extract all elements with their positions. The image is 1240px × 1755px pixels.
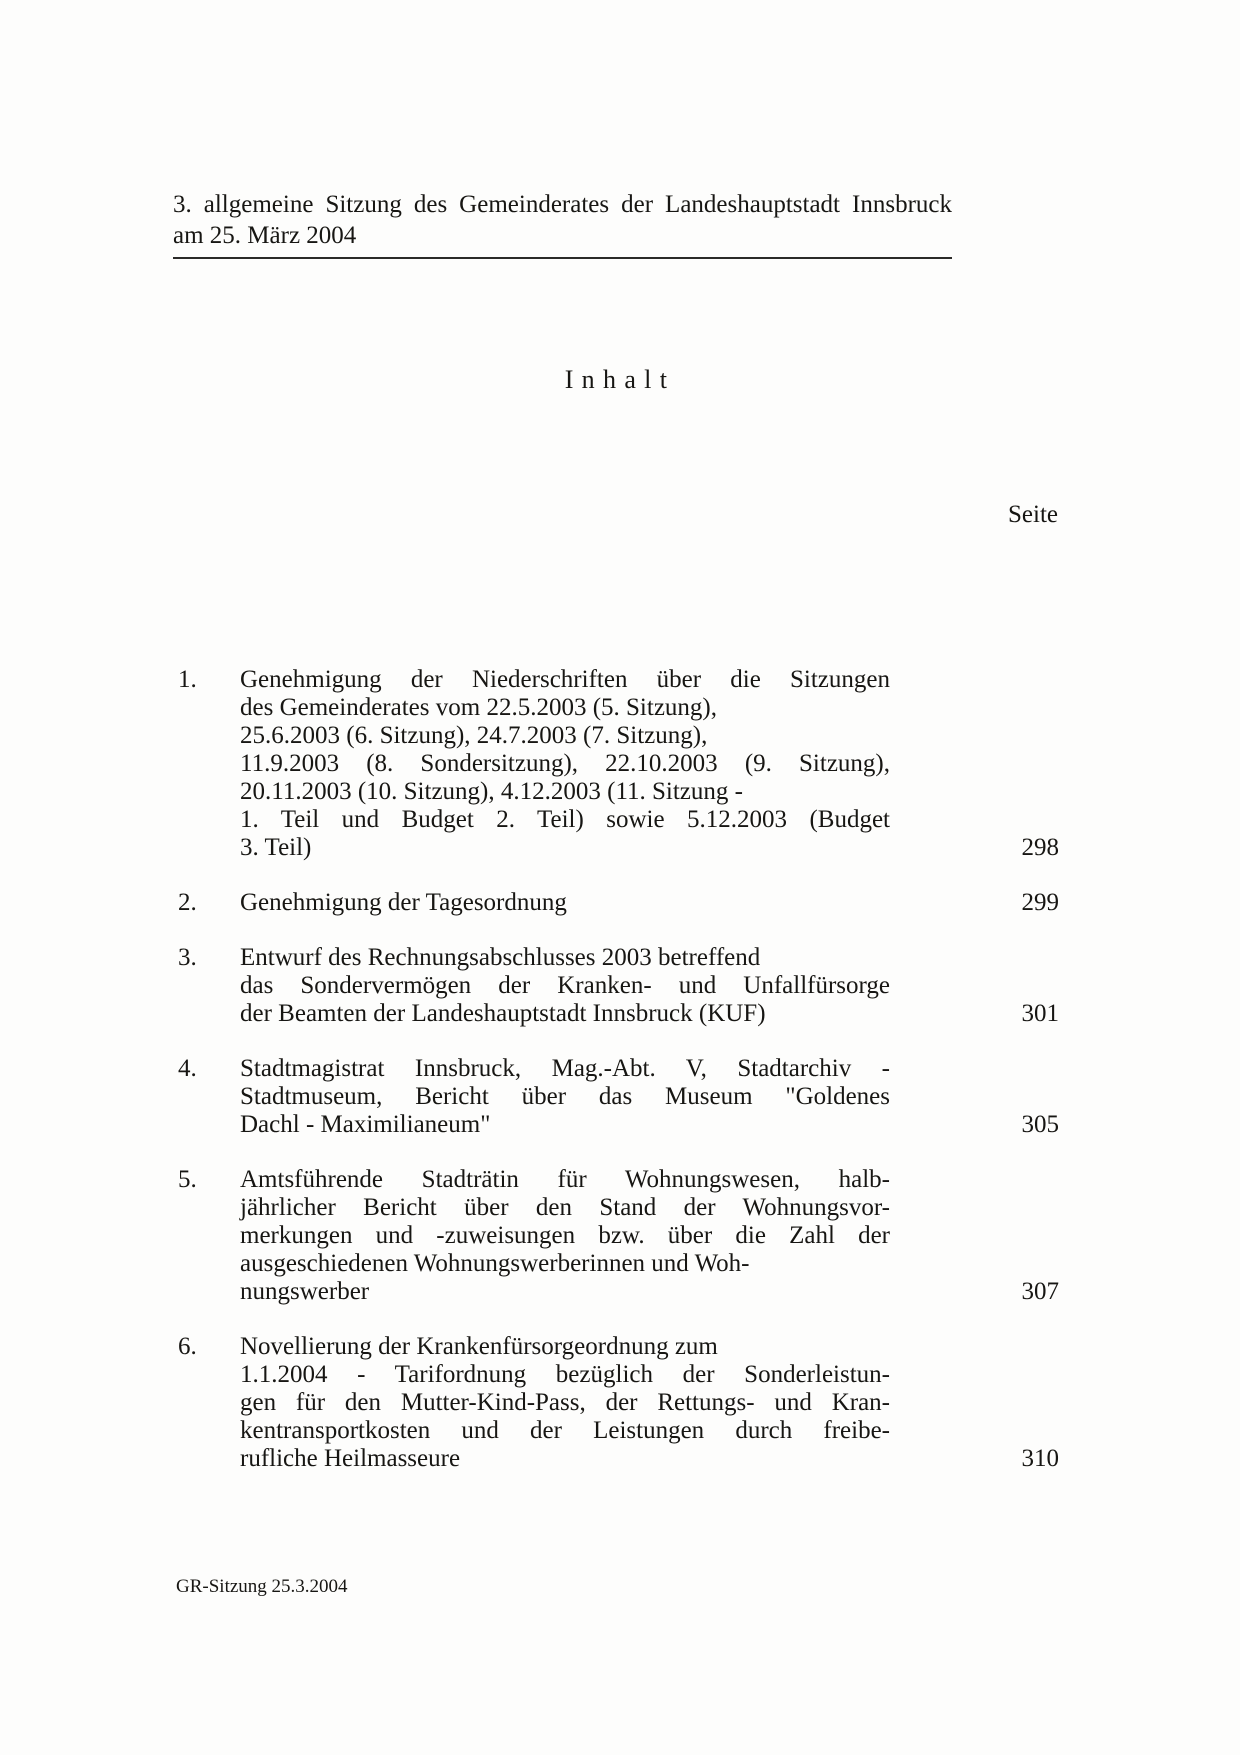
toc-item-line: Dachl - Maximilianeum" <box>240 1111 491 1138</box>
toc-item-line: Stadtmagistrat Innsbruck, Mag.-Abt. V, Stadtarchiv - <box>240 1055 890 1082</box>
toc-item-line: Stadtmuseum, Bericht über das Museum "Goldenes <box>240 1083 890 1110</box>
toc-item-line: 20.11.2003 (10. Sitzung), 4.12.2003 (11. Sitzung - <box>240 778 743 805</box>
toc-item-line: 3. Teil) <box>240 834 312 861</box>
toc-item-line: des Gemeinderates vom 22.5.2003 (5. Sitzung), <box>240 694 717 721</box>
toc-item-text <box>240 1055 890 1139</box>
toc-item-page: 307 <box>1021 1278 1059 1305</box>
toc-item-text <box>240 666 890 862</box>
toc-item <box>178 1055 1059 1139</box>
header-line-1: 3. allgemeine Sitzung des Gemeinderates der Landeshauptstadt Innsbruck <box>173 191 952 218</box>
document-footer: GR-Sitzung 25.3.2004 <box>176 1576 348 1597</box>
toc-item-line: Novellierung der Krankenfürsorgeordnung zum <box>240 1333 718 1360</box>
toc-item-number: 2. <box>178 889 197 916</box>
toc-item-line: Entwurf des Rechnungsabschlusses 2003 betreffend <box>240 944 761 971</box>
page-title: Inhalt <box>564 365 676 394</box>
toc-item-number: 1. <box>178 666 197 693</box>
toc-item-line: kentransportkosten und der Leistungen durch freibe- <box>240 1417 890 1444</box>
table-of-contents <box>178 666 1059 1500</box>
document-header <box>173 189 952 259</box>
toc-item-line: Genehmigung der Tagesordnung <box>240 889 567 916</box>
toc-item-number: 3. <box>178 944 197 971</box>
toc-item-text <box>240 889 890 917</box>
toc-item-page: 305 <box>1021 1111 1059 1138</box>
toc-item-line: Genehmigung der Niederschriften über die Sitzungen <box>240 666 890 693</box>
toc-item-number: 6. <box>178 1333 197 1360</box>
toc-item-line: Amtsführende Stadträtin für Wohnungswesen, halb- <box>240 1166 890 1193</box>
toc-item-page: 301 <box>1021 1000 1059 1027</box>
toc-item-line: 1. Teil und Budget 2. Teil) sowie 5.12.2003 (Budget <box>240 806 890 833</box>
header-line-2: am 25. März 2004 <box>173 222 357 249</box>
toc-item-number: 4. <box>178 1055 197 1082</box>
toc-item-number: 5. <box>178 1166 197 1193</box>
toc-item-line: 1.1.2004 - Tarifordnung bezüglich der Sonderleistun- <box>240 1361 890 1388</box>
toc-item-text <box>240 1333 890 1473</box>
toc-item-line: gen für den Mutter-Kind-Pass, der Rettungs- und Kran- <box>240 1389 890 1416</box>
toc-item-page: 298 <box>1021 834 1059 861</box>
toc-item-line: jährlicher Bericht über den Stand der Wohnungsvor- <box>240 1194 890 1221</box>
toc-item-line: das Sondervermögen der Kranken- und Unfallfürsorge <box>240 972 890 999</box>
toc-item-page: 310 <box>1021 1445 1059 1472</box>
toc-item-text <box>240 1166 890 1306</box>
toc-item-line: 11.9.2003 (8. Sondersitzung), 22.10.2003 (9. Sitzung), <box>240 750 890 777</box>
toc-item <box>178 944 1059 1028</box>
page-number-column-header: Seite <box>1008 501 1058 528</box>
toc-item-line: nungswerber <box>240 1278 370 1305</box>
toc-item <box>178 666 1059 862</box>
toc-item-line: der Beamten der Landeshauptstadt Innsbruck (KUF) <box>240 1000 766 1027</box>
toc-item-text <box>240 944 890 1028</box>
toc-item <box>178 1166 1059 1306</box>
toc-item-page: 299 <box>1021 889 1059 916</box>
toc-item <box>178 889 1059 917</box>
toc-item-line: merkungen und -zuweisungen bzw. über die Zahl der <box>240 1222 890 1249</box>
header-rule <box>173 257 952 259</box>
toc-item-line: 25.6.2003 (6. Sitzung), 24.7.2003 (7. Sitzung), <box>240 722 708 749</box>
toc-item-line: rufliche Heilmasseure <box>240 1445 461 1472</box>
toc-item-line: ausgeschiedenen Wohnungswerberinnen und Woh- <box>240 1250 750 1277</box>
toc-item <box>178 1333 1059 1473</box>
